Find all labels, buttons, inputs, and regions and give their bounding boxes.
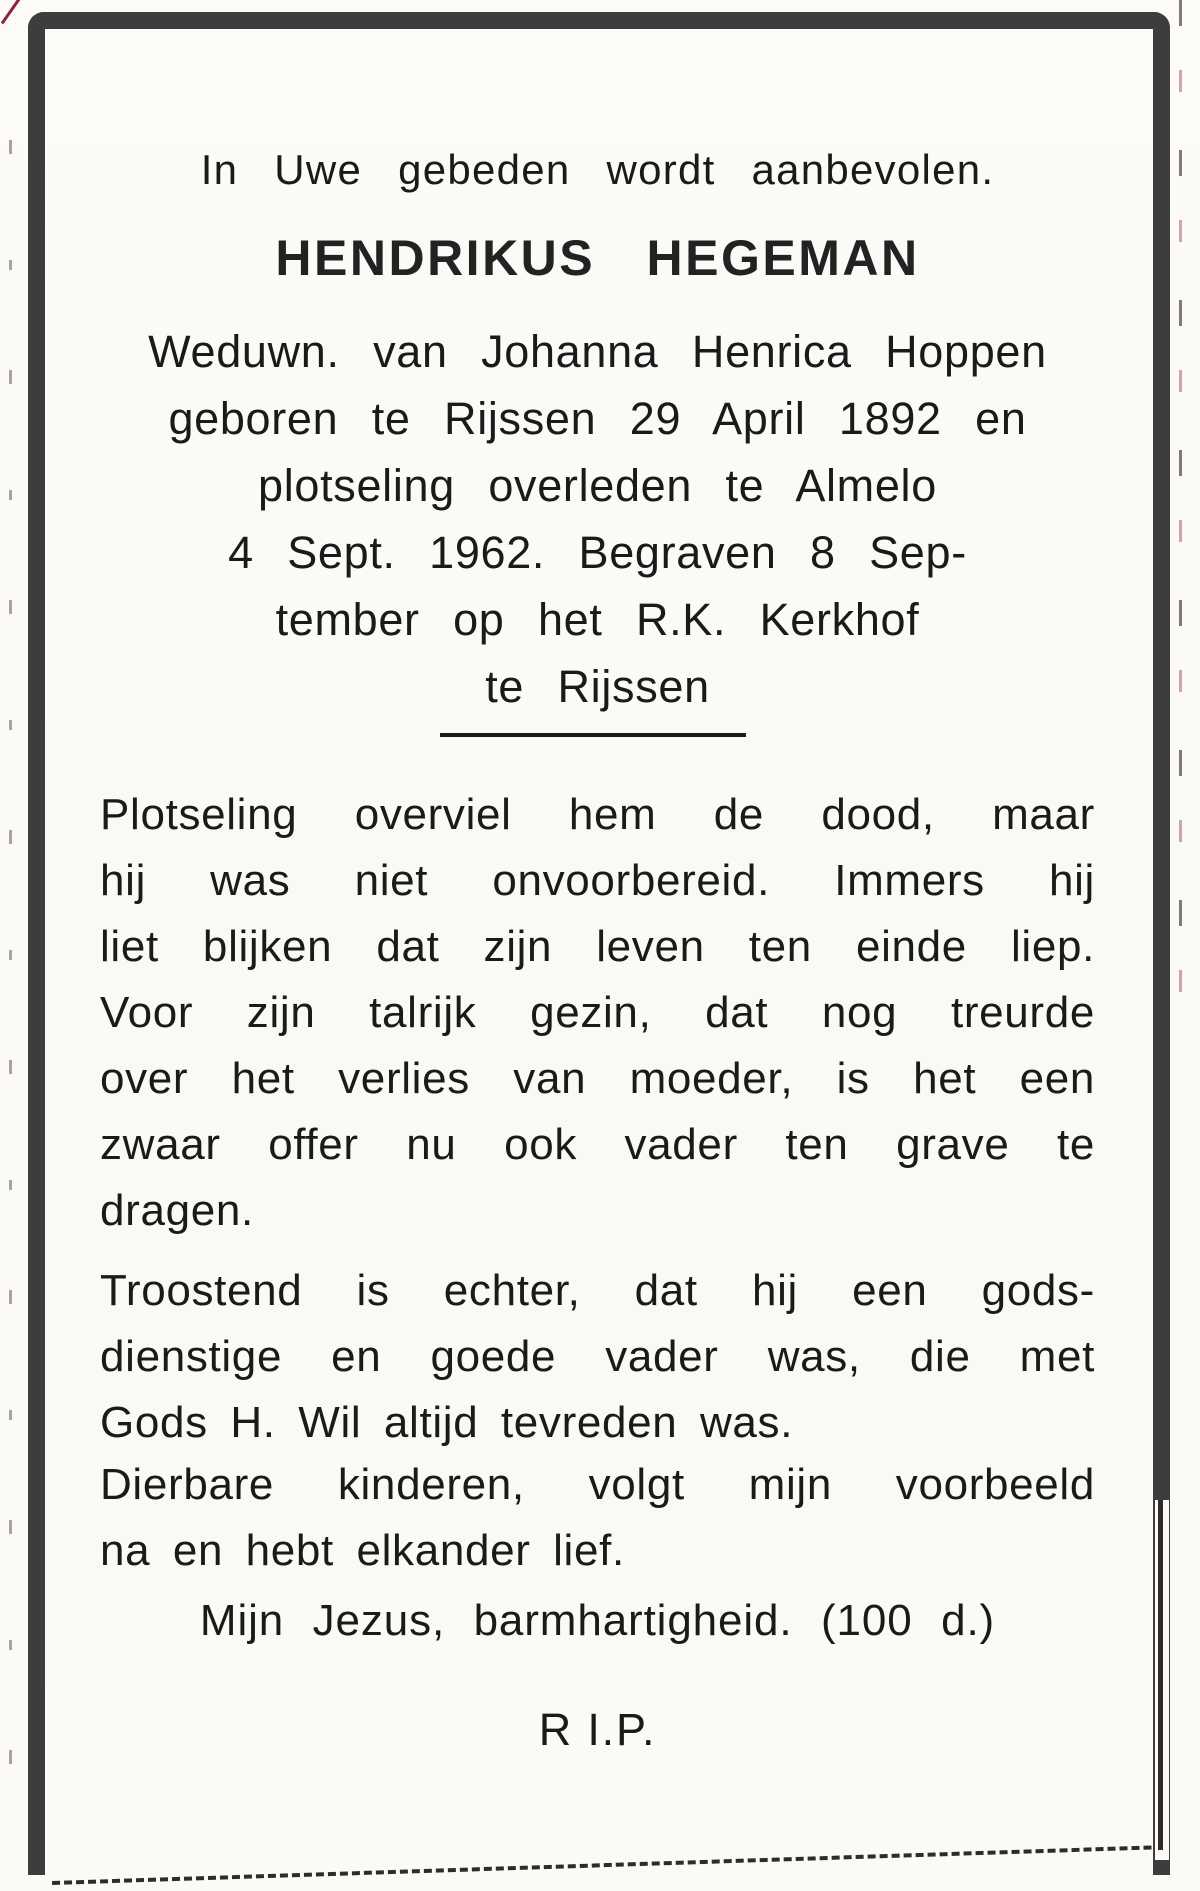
body-line: over het verlies van moeder, is het een <box>100 1054 1095 1103</box>
body-line: zwaar offer nu ook vader ten grave te <box>100 1120 1095 1169</box>
prayer-indulgence-line: Mijn Jezus, barmhartigheid. (100 d.) <box>199 1596 996 1645</box>
intro-line: In Uwe gebeden wordt aanbevolen. <box>200 146 995 193</box>
frame-thin-right-edge <box>1158 1500 1163 1850</box>
body-line: dragen. <box>100 1186 254 1235</box>
eulogy-paragraph-3 <box>100 1452 1095 1584</box>
detail-line: 4 Sept. 1962. Begraven 8 Sep- <box>228 527 967 578</box>
body-line: Plotseling overviel hem de dood, maar <box>100 790 1095 839</box>
body-line: Dierbare kinderen, volgt mijn voorbeeld <box>100 1460 1095 1509</box>
scan-artifact-red-slash <box>1 0 28 24</box>
detail-line: tember op het R.K. Kerkhof <box>275 594 920 645</box>
body-line: Troostend is echter, dat hij een gods- <box>100 1266 1095 1315</box>
body-line: hij was niet onvoorbereid. Immers hij <box>100 856 1095 905</box>
rip-line: R I.P. <box>538 1704 657 1755</box>
body-line: na en hebt elkander lief. <box>100 1526 625 1575</box>
body-line: Gods H. Wil altijd tevreden was. <box>100 1398 794 1447</box>
detail-line: Weduwn. van Johanna Henrica Hoppen <box>148 326 1047 377</box>
card-content <box>100 0 1095 1891</box>
body-line: Voor zijn talrijk gezin, dat nog treurde <box>100 988 1095 1037</box>
scan-artifact-right-margin-dashes <box>1179 0 1182 1000</box>
eulogy-paragraph-2 <box>100 1258 1095 1456</box>
eulogy-paragraph-1 <box>100 782 1095 1244</box>
vital-details-block <box>100 318 1095 720</box>
body-line: liet blijken dat zijn leven ten einde liep. <box>100 922 1095 971</box>
detail-line: te Rijssen <box>485 661 710 712</box>
scan-artifact-left-margin-dashes <box>9 140 12 1840</box>
detail-line: geboren te Rijssen 29 April 1892 en <box>168 393 1027 444</box>
deceased-name: HENDRIKUS HEGEMAN <box>275 230 920 286</box>
body-line: dienstige en goede vader was, die met <box>100 1332 1095 1381</box>
section-divider-rule <box>440 733 746 737</box>
detail-line: plotseling overleden te Almelo <box>258 460 937 511</box>
